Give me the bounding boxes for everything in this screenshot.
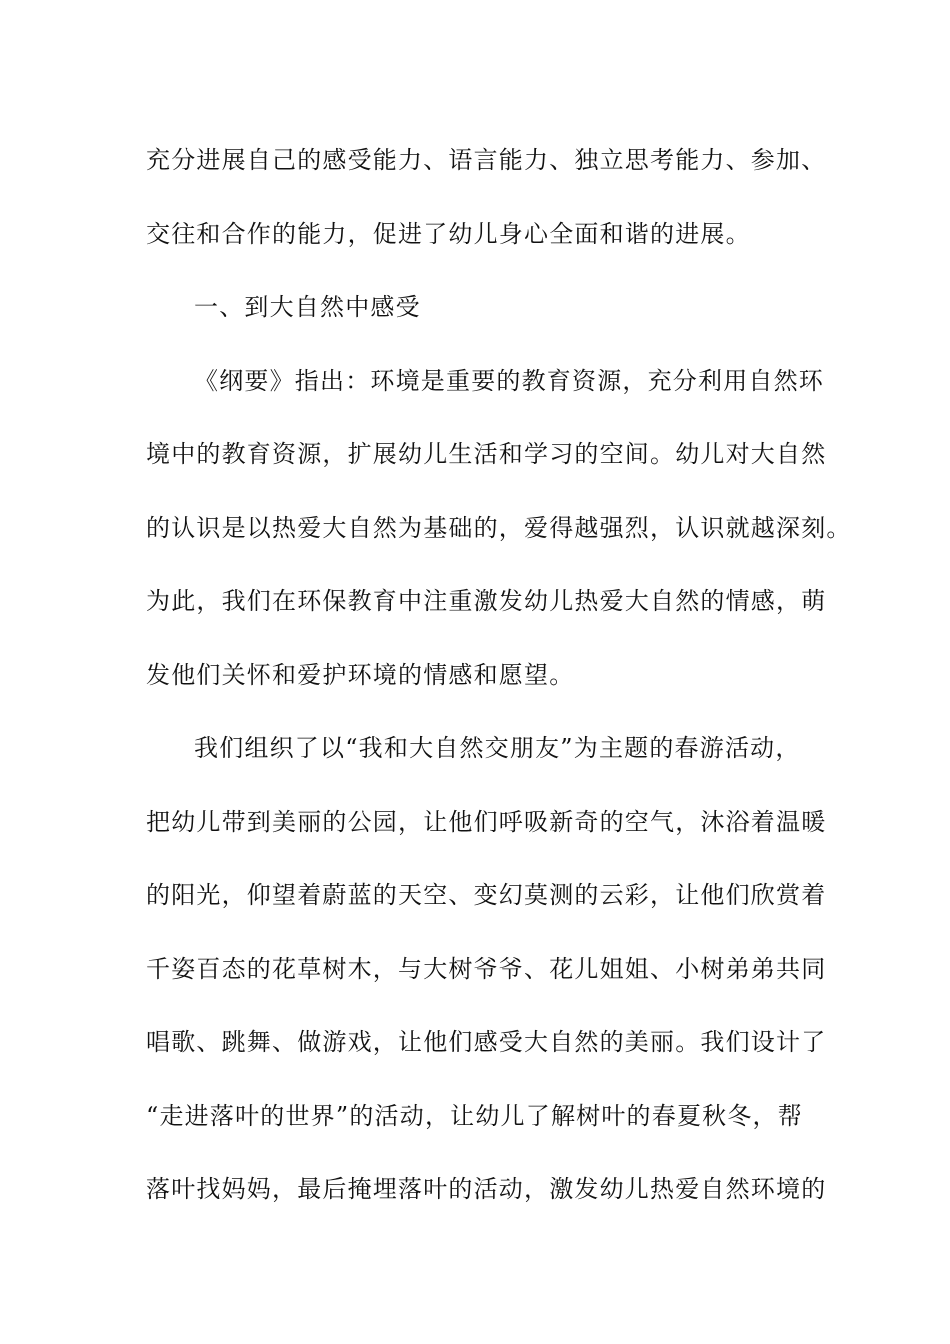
text-line: 把幼儿带到美丽的公园，让他们呼吸新奇的空气，沐浴着温暖 [146, 807, 827, 836]
text-line: 的阳光，仰望着蔚蓝的天空、变幻莫测的云彩，让他们欣赏着 [146, 881, 827, 909]
section-heading: 一、到大自然中感受 [194, 293, 421, 321]
text-line: 为此，我们在环保教育中注重激发幼儿热爱大自然的情感，萌 [146, 587, 827, 615]
document-page [146, 124, 852, 1227]
paragraph-start-line: 《纲要》指出：环境是重要的教育资源，充分利用自然环 [194, 366, 824, 395]
text-line: “走进落叶的世界”的活动，让幼儿了解树叶的春夏秋冬，帮 [146, 1101, 803, 1130]
text-line: 落叶找妈妈，最后掩埋落叶的活动，激发幼儿热爱自然环境的 [146, 1175, 827, 1203]
text-line: 的认识是以热爱大自然为基础的，爱得越强烈，认识就越深刻。 [146, 513, 852, 542]
text-line: 境中的教育资源，扩展幼儿生活和学习的空间。幼儿对大自然 [146, 440, 827, 468]
text-line: 交往和合作的能力，促进了幼儿身心全面和谐的进展。 [146, 219, 751, 248]
text-line: 发他们关怀和爱护环境的情感和愿望。 [146, 660, 575, 689]
text-line: 唱歌、跳舞、做游戏，让他们感受大自然的美丽。我们设计了 [146, 1028, 827, 1056]
text-line: 千姿百态的花草树木，与大树爷爷、花儿姐姐、小树弟弟共同 [146, 954, 827, 983]
paragraph-start-line: 我们组织了以“我和大自然交朋友”为主题的春游活动， [194, 734, 801, 762]
text-line: 充分进展自己的感受能力、语言能力、独立思考能力、参加、 [146, 146, 827, 174]
